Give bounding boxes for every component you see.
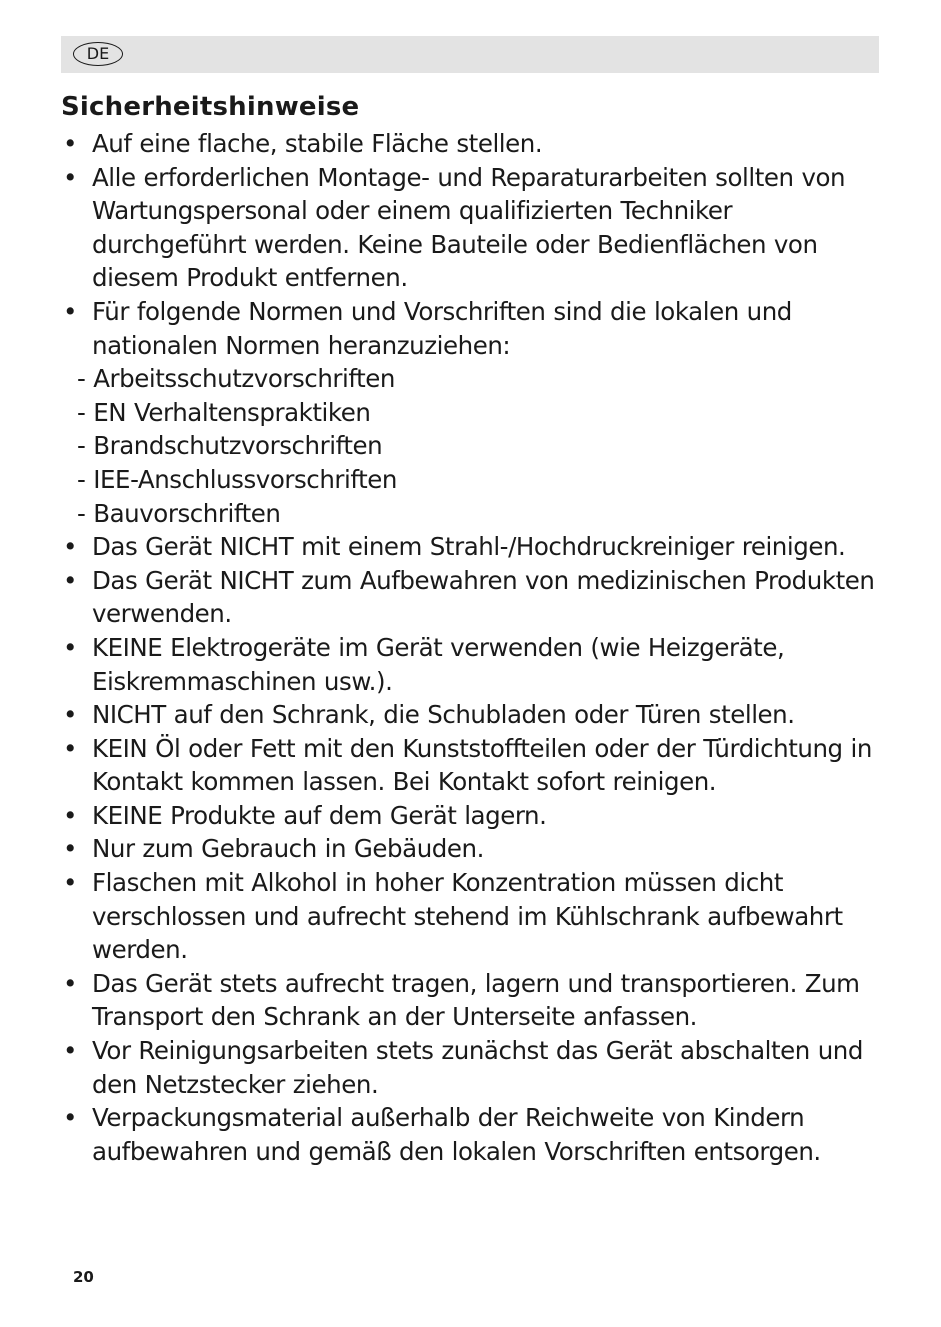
bullet-icon: • xyxy=(63,968,78,998)
bullet-item xyxy=(61,564,891,631)
page-number: 20 xyxy=(73,1268,94,1286)
item-text: - Bauvorschriften xyxy=(77,498,281,528)
bullet-icon: • xyxy=(63,162,78,192)
bullet-item xyxy=(61,1101,891,1168)
item-text: KEIN Öl oder Fett mit den Kunststoffteilen oder der Türdichtung in Kontakt kommen lassen. Bei Kontakt sofort reinigen. xyxy=(92,733,872,797)
sub-list-item xyxy=(61,396,891,430)
bullet-item xyxy=(61,295,891,362)
item-text: KEINE Produkte auf dem Gerät lagern. xyxy=(92,800,547,830)
item-text: Das Gerät stets aufrecht tragen, lagern und transportieren. Zum Transport den Schrank an der Unterseite anfassen. xyxy=(92,968,860,1032)
sub-list-item xyxy=(61,497,891,531)
bullet-item xyxy=(61,866,891,967)
bullet-icon: • xyxy=(63,1103,78,1133)
sub-list-item xyxy=(61,463,891,497)
bullet-item xyxy=(61,631,891,698)
item-text: Für folgende Normen und Vorschriften sind die lokalen und nationalen Normen heranzuziehen: xyxy=(92,296,792,360)
bullet-item xyxy=(61,799,891,833)
item-text: Das Gerät NICHT mit einem Strahl-/Hochdruckreiniger reinigen. xyxy=(92,532,846,562)
item-text: - EN Verhaltenspraktiken xyxy=(77,397,371,427)
sub-list-item xyxy=(61,362,891,396)
safety-instructions-list xyxy=(61,127,891,1168)
bullet-icon: • xyxy=(63,868,78,898)
item-text: Auf eine flache, stabile Fläche stellen. xyxy=(92,129,543,158)
language-badge: DE xyxy=(73,42,123,66)
bullet-item xyxy=(61,1034,891,1101)
section-title: Sicherheitshinweise xyxy=(61,92,360,122)
bullet-item xyxy=(61,832,891,866)
bullet-item xyxy=(61,127,891,161)
bullet-icon: • xyxy=(63,129,78,158)
bullet-item xyxy=(61,161,891,295)
bullet-icon: • xyxy=(63,532,78,562)
item-text: - IEE-Anschlussvorschriften xyxy=(77,464,397,494)
bullet-item xyxy=(61,732,891,799)
bullet-icon: • xyxy=(63,700,78,730)
bullet-item xyxy=(61,530,891,564)
item-text: - Arbeitsschutzvorschriften xyxy=(77,364,395,394)
bullet-icon: • xyxy=(63,733,78,763)
language-bar xyxy=(61,36,879,73)
item-text: KEINE Elektrogeräte im Gerät verwenden (wie Heizgeräte, Eiskremmaschinen usw.). xyxy=(92,632,785,696)
item-text: NICHT auf den Schrank, die Schubladen oder Türen stellen. xyxy=(92,700,795,730)
bullet-icon: • xyxy=(63,800,78,830)
bullet-icon: • xyxy=(63,632,78,662)
sub-list-item xyxy=(61,429,891,463)
bullet-icon: • xyxy=(63,565,78,595)
item-text: Flaschen mit Alkohol in hoher Konzentration müssen dicht verschlossen und aufrecht stehend im Kühlschrank aufbewahrt werden. xyxy=(92,868,843,965)
bullet-icon: • xyxy=(63,834,78,864)
item-text: Nur zum Gebrauch in Gebäuden. xyxy=(92,834,484,864)
item-text: Vor Reinigungsarbeiten stets zunächst das Gerät abschalten und den Netzstecker ziehen. xyxy=(92,1036,863,1099)
bullet-icon: • xyxy=(63,296,78,326)
item-text: - Brandschutzvorschriften xyxy=(77,431,383,461)
item-text: Das Gerät NICHT zum Aufbewahren von medizinischen Produkten verwenden. xyxy=(92,565,875,629)
item-text: Verpackungsmaterial außerhalb der Reichweite von Kindern aufbewahren und gemäß den lokalen Vorschriften entsorgen. xyxy=(92,1103,821,1166)
bullet-item xyxy=(61,967,891,1034)
bullet-icon: • xyxy=(63,1036,78,1066)
bullet-item xyxy=(61,698,891,732)
item-text: Alle erforderlichen Montage- und Reparaturarbeiten sollten von Wartungspersonal oder einem qualifizierten Techniker durchgeführt werden. Keine Bauteile oder Bedienflächen von diesem Produkt entfernen. xyxy=(92,162,846,293)
